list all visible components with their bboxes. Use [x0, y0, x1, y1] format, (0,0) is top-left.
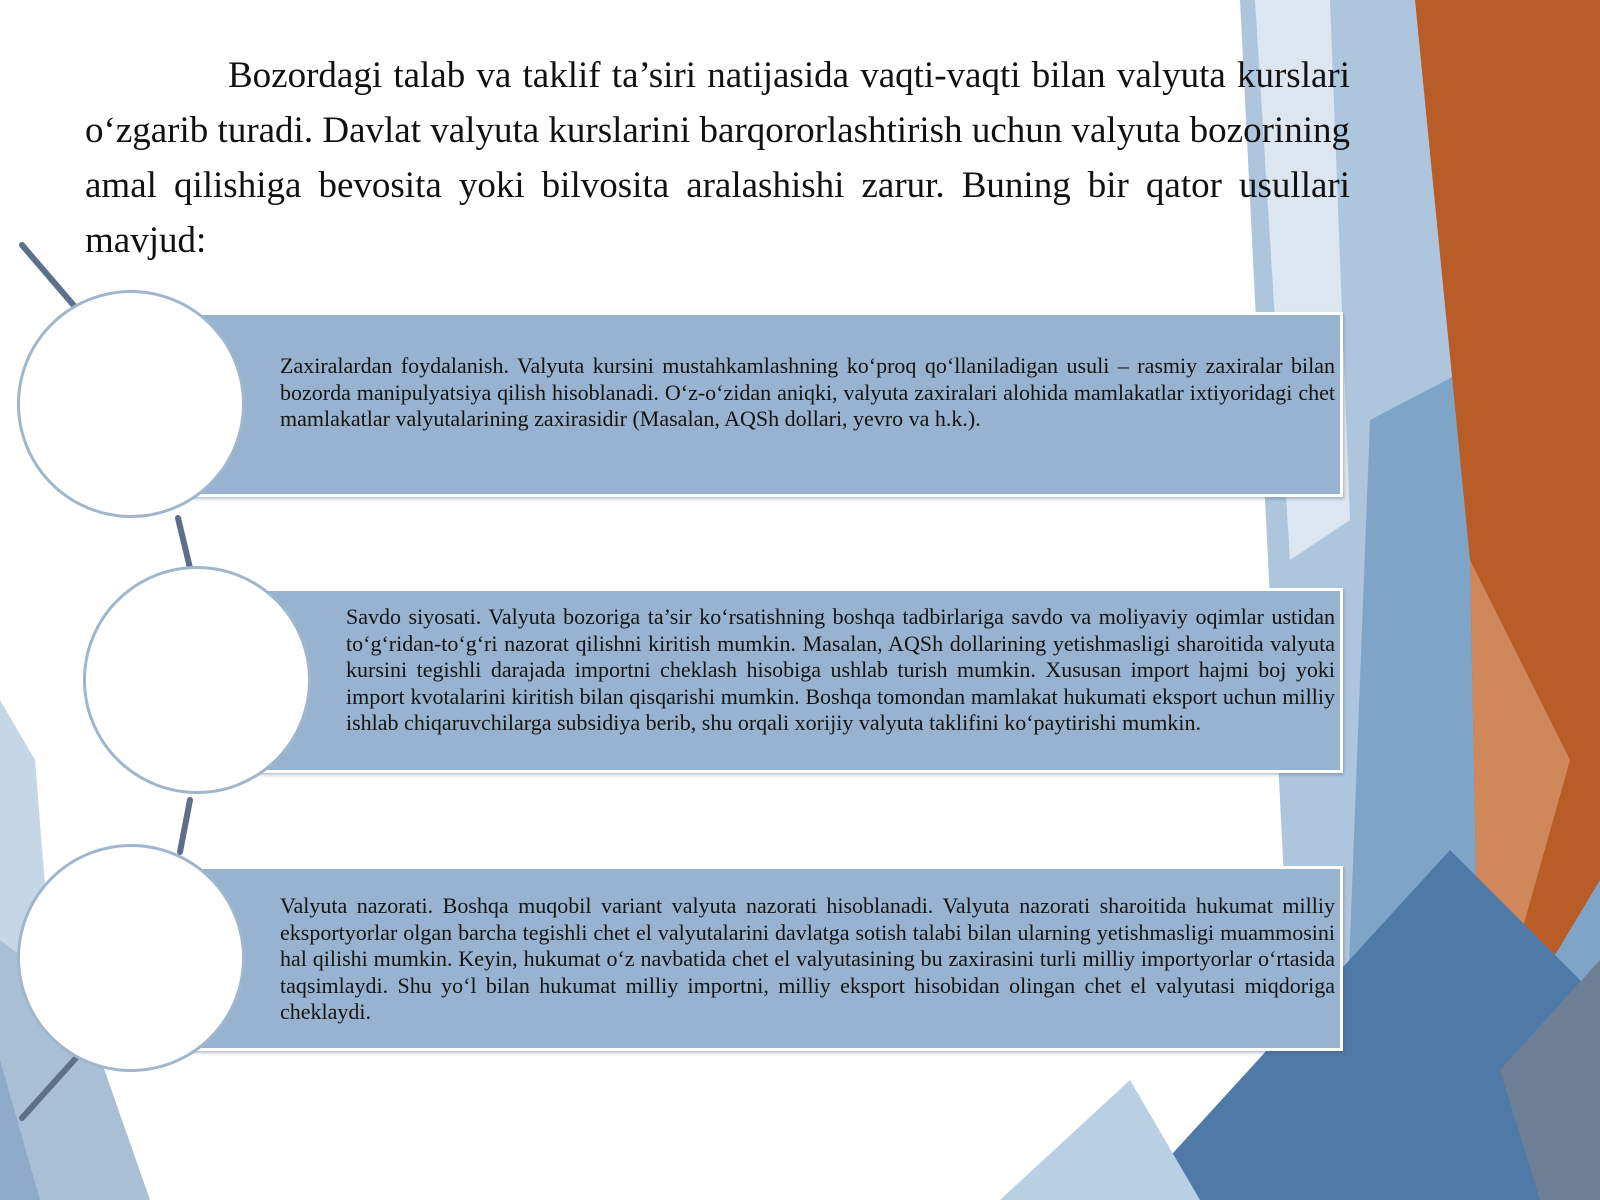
bg-facet-bottom	[1000, 1080, 1200, 1200]
method-text-currency-control: Valyuta nazorati. Boshqa muqobil variant valyuta nazorati hisoblanadi. Valyuta nazorati sharoitida hukumat milliy eksportyorlar olgan barcha tegishli chet el valyutalarini davlatga sotish talabi bilan ularning yetishmasligi muammosini hal qilishi mumkin. Keyin, hukumat o‘z navbatida chet el valyutasining bu zaxirasini turli milliy importyorlar o‘rtasida taqsimlaydi. Shu yo‘l bilan hukumat milliy importni, milliy eksport hisobidan olingan chet el valyutasi miqdoriga cheklaydi.	[280, 893, 1335, 1024]
timeline-circle-3	[17, 844, 245, 1072]
method-text-trade-policy: Savdo siyosati. Valyuta bozoriga ta’sir ko‘rsatishning boshqa tadbirlariga savdo va moliyaviy oqimlar ustidan to‘g‘ridan-to‘g‘ri nazorat qilishni kiritish mumkin. Masalan, AQSh dollarining yetishmasligi sharoitida valyuta kursini tegishli darajada importni cheklash hisobiga ushlab turish mumkin. Xususan import hajmi boj yoki import kvotalarini kiritish bilan qisqarishi mumkin. Boshqa tomondan mamlakat hukumati eksport uchun milliy ishlab chiqaruvchilarga subsidiya berib, shu orqali xorijiy valyuta taklifini ko‘paytirishi mumkin.	[346, 604, 1335, 735]
timeline-circle-1	[17, 290, 245, 518]
method-text-reserves: Zaxiralardan foydalanish. Valyuta kursini mustahkamlashning ko‘proq qo‘llaniladigan usuli – rasmiy zaxiralar bilan bozorda manipulyatsiya qilish hisoblanadi. O‘z-o‘zidan aniqki, valyuta zaxiralari alohida mamlakatlar ixtiyoridagi chet mamlakatlar valyutalarining zaxirasidir (Masalan, AQSh dollari, yevro va h.k.).	[280, 353, 1335, 431]
intro-paragraph: Bozordagi talab va taklif ta’siri natijasida vaqti-vaqti bilan valyuta kurslari o‘zgarib turadi. Davlat valyuta kurslarini barqororlashtirish uchun valyuta bozorining amal qilishiga bevosita yoki bilvosita aralashishi zarur. Buning bir qator usullari mavjud:	[85, 55, 1350, 261]
timeline-circle-2	[83, 566, 311, 794]
